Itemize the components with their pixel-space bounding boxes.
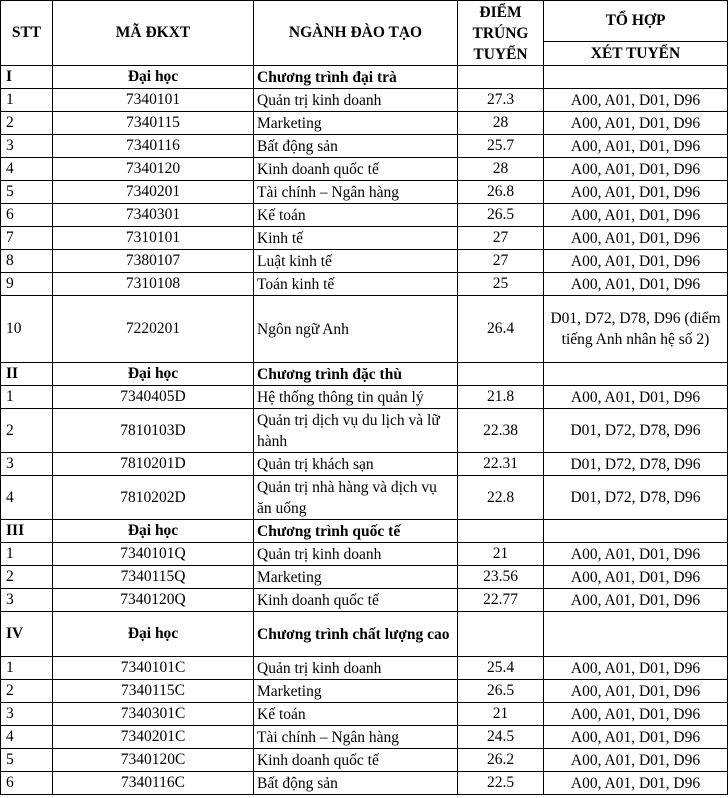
row-stt: 6 xyxy=(1,204,53,227)
section-number: II xyxy=(1,363,53,386)
row-score: 28 xyxy=(458,112,544,135)
table-row xyxy=(1,181,728,204)
row-score: 27.3 xyxy=(458,89,544,112)
section-row xyxy=(1,612,728,657)
empty-cell xyxy=(458,612,544,657)
row-combo: A00, A01, D01, D96 xyxy=(544,749,728,772)
row-code: 7340101 xyxy=(53,89,254,112)
empty-cell xyxy=(458,66,544,89)
header-row xyxy=(1,1,728,42)
section-level: Đại học xyxy=(53,612,254,657)
section-program: Chương trình chất lượng cao xyxy=(254,612,458,657)
row-combo: A00, A01, D01, D96 xyxy=(544,250,728,273)
row-major: Ngôn ngữ Anh xyxy=(254,296,458,363)
row-stt: 8 xyxy=(1,250,53,273)
empty-cell xyxy=(544,612,728,657)
row-combo: A00, A01, D01, D96 xyxy=(544,273,728,296)
row-score: 25.7 xyxy=(458,135,544,158)
row-score: 22.5 xyxy=(458,772,544,795)
row-code: 7340115Q xyxy=(53,566,254,589)
row-stt: 2 xyxy=(1,112,53,135)
row-combo: A00, A01, D01, D96 xyxy=(544,657,728,680)
row-score: 26.4 xyxy=(458,296,544,363)
row-stt: 4 xyxy=(1,158,53,181)
row-code: 7810201D xyxy=(53,453,254,476)
row-score: 26.8 xyxy=(458,181,544,204)
table-row xyxy=(1,476,728,520)
table-row xyxy=(1,135,728,158)
row-score: 22.8 xyxy=(458,476,544,520)
table-row xyxy=(1,543,728,566)
row-stt: 3 xyxy=(1,135,53,158)
row-score: 22.38 xyxy=(458,409,544,453)
table-row xyxy=(1,726,728,749)
row-code: 7380107 xyxy=(53,250,254,273)
row-code: 7340120Q xyxy=(53,589,254,612)
table-body xyxy=(1,66,728,795)
empty-cell xyxy=(458,520,544,543)
row-score: 21.8 xyxy=(458,386,544,409)
row-combo: A00, A01, D01, D96 xyxy=(544,135,728,158)
row-stt: 4 xyxy=(1,726,53,749)
row-score: 21 xyxy=(458,703,544,726)
header-diem: ĐIỂM TRÚNG TUYỂN xyxy=(458,1,544,66)
table-row xyxy=(1,657,728,680)
row-combo: A00, A01, D01, D96 xyxy=(544,181,728,204)
table-row xyxy=(1,749,728,772)
header-nganh: NGÀNH ĐÀO TẠO xyxy=(254,1,458,66)
section-level: Đại học xyxy=(53,520,254,543)
empty-cell xyxy=(458,363,544,386)
row-major: Kinh tế xyxy=(254,227,458,250)
header-tohop-top: TỔ HỢP xyxy=(544,1,728,42)
row-major: Quản trị nhà hàng và dịch vụ ăn uống xyxy=(254,476,458,520)
row-score: 26.2 xyxy=(458,749,544,772)
row-major: Kinh doanh quốc tế xyxy=(254,589,458,612)
row-code: 7340301C xyxy=(53,703,254,726)
row-stt: 3 xyxy=(1,453,53,476)
row-code: 7810202D xyxy=(53,476,254,520)
row-code: 7340120C xyxy=(53,749,254,772)
table-row xyxy=(1,680,728,703)
row-combo: A00, A01, D01, D96 xyxy=(544,112,728,135)
section-row xyxy=(1,520,728,543)
row-code: 7310101 xyxy=(53,227,254,250)
section-program: Chương trình quốc tế xyxy=(254,520,458,543)
row-combo: A00, A01, D01, D96 xyxy=(544,726,728,749)
row-code: 7310108 xyxy=(53,273,254,296)
row-code: 7340101Q xyxy=(53,543,254,566)
row-combo: D01, D72, D78, D96 xyxy=(544,453,728,476)
row-combo: A00, A01, D01, D96 xyxy=(544,772,728,795)
row-major: Quản trị kinh doanh xyxy=(254,657,458,680)
row-combo: A00, A01, D01, D96 xyxy=(544,386,728,409)
row-code: 7340115C xyxy=(53,680,254,703)
table-row xyxy=(1,158,728,181)
row-major: Bất động sản xyxy=(254,772,458,795)
table-row xyxy=(1,703,728,726)
row-major: Luật kinh tế xyxy=(254,250,458,273)
row-score: 24.5 xyxy=(458,726,544,749)
row-stt: 2 xyxy=(1,409,53,453)
row-code: 7340120 xyxy=(53,158,254,181)
row-score: 25 xyxy=(458,273,544,296)
row-stt: 3 xyxy=(1,589,53,612)
row-combo: D01, D72, D78, D96 xyxy=(544,409,728,453)
row-stt: 3 xyxy=(1,703,53,726)
row-stt: 2 xyxy=(1,566,53,589)
row-code: 7340201C xyxy=(53,726,254,749)
row-combo: A00, A01, D01, D96 xyxy=(544,227,728,250)
row-stt: 5 xyxy=(1,749,53,772)
row-major: Bất động sản xyxy=(254,135,458,158)
table-row xyxy=(1,589,728,612)
row-code: 7340115 xyxy=(53,112,254,135)
row-major: Tài chính – Ngân hàng xyxy=(254,726,458,749)
row-code: 7340116C xyxy=(53,772,254,795)
row-major: Hệ thống thông tin quản lý xyxy=(254,386,458,409)
row-stt: 7 xyxy=(1,227,53,250)
row-stt: 1 xyxy=(1,543,53,566)
row-score: 22.31 xyxy=(458,453,544,476)
header-stt: STT xyxy=(1,1,53,66)
row-combo: A00, A01, D01, D96 xyxy=(544,566,728,589)
row-score: 21 xyxy=(458,543,544,566)
row-combo: A00, A01, D01, D96 xyxy=(544,204,728,227)
row-score: 25.4 xyxy=(458,657,544,680)
table-row xyxy=(1,89,728,112)
row-score: 22.77 xyxy=(458,589,544,612)
row-combo: A00, A01, D01, D96 xyxy=(544,703,728,726)
section-program: Chương trình đại trà xyxy=(254,66,458,89)
header-ma-dkxt: MÃ ĐKXT xyxy=(53,1,254,66)
row-stt: 1 xyxy=(1,657,53,680)
row-major: Kế toán xyxy=(254,204,458,227)
table-row xyxy=(1,296,728,363)
section-number: IV xyxy=(1,612,53,657)
row-major: Quản trị khách sạn xyxy=(254,453,458,476)
section-number: I xyxy=(1,66,53,89)
empty-cell xyxy=(544,363,728,386)
section-program: Chương trình đặc thù xyxy=(254,363,458,386)
table-row xyxy=(1,112,728,135)
row-major: Kinh doanh quốc tế xyxy=(254,158,458,181)
row-major: Tài chính – Ngân hàng xyxy=(254,181,458,204)
table-row xyxy=(1,772,728,795)
row-major: Quản trị kinh doanh xyxy=(254,543,458,566)
row-stt: 6 xyxy=(1,772,53,795)
row-code: 7220201 xyxy=(53,296,254,363)
row-combo: A00, A01, D01, D96 xyxy=(544,680,728,703)
row-stt: 1 xyxy=(1,386,53,409)
row-code: 7340201 xyxy=(53,181,254,204)
table-row xyxy=(1,386,728,409)
section-level: Đại học xyxy=(53,66,254,89)
row-combo: A00, A01, D01, D96 xyxy=(544,543,728,566)
table-row xyxy=(1,227,728,250)
row-code: 7340101C xyxy=(53,657,254,680)
row-major: Kinh doanh quốc tế xyxy=(254,749,458,772)
section-number: III xyxy=(1,520,53,543)
row-major: Kế toán xyxy=(254,703,458,726)
row-score: 27 xyxy=(458,227,544,250)
row-score: 27 xyxy=(458,250,544,273)
row-major: Quản trị kinh doanh xyxy=(254,89,458,112)
row-code: 7340405D xyxy=(53,386,254,409)
table-row xyxy=(1,273,728,296)
row-combo: D01, D72, D78, D96 xyxy=(544,476,728,520)
row-score: 26.5 xyxy=(458,204,544,227)
empty-cell xyxy=(544,520,728,543)
row-major: Marketing xyxy=(254,566,458,589)
table-row xyxy=(1,250,728,273)
table-row xyxy=(1,453,728,476)
row-stt: 9 xyxy=(1,273,53,296)
header-tohop-bottom: XÉT TUYỂN xyxy=(544,42,728,66)
row-score: 28 xyxy=(458,158,544,181)
row-major: Toán kinh tế xyxy=(254,273,458,296)
row-combo: A00, A01, D01, D96 xyxy=(544,89,728,112)
table-row xyxy=(1,204,728,227)
row-combo: A00, A01, D01, D96 xyxy=(544,158,728,181)
row-combo: D01, D72, D78, D96 (điểm tiếng Anh nhân hệ số 2) xyxy=(544,296,728,363)
row-major: Quản trị dịch vụ du lịch và lữ hành xyxy=(254,409,458,453)
row-code: 7340116 xyxy=(53,135,254,158)
row-stt: 10 xyxy=(1,296,53,363)
row-code: 7810103D xyxy=(53,409,254,453)
empty-cell xyxy=(544,66,728,89)
row-stt: 2 xyxy=(1,680,53,703)
row-stt: 5 xyxy=(1,181,53,204)
table-row xyxy=(1,566,728,589)
row-score: 26.5 xyxy=(458,680,544,703)
row-code: 7340301 xyxy=(53,204,254,227)
section-row xyxy=(1,363,728,386)
row-stt: 1 xyxy=(1,89,53,112)
row-score: 23.56 xyxy=(458,566,544,589)
table-row xyxy=(1,409,728,453)
row-combo: A00, A01, D01, D96 xyxy=(544,589,728,612)
section-row xyxy=(1,66,728,89)
row-major: Marketing xyxy=(254,112,458,135)
section-level: Đại học xyxy=(53,363,254,386)
row-major: Marketing xyxy=(254,680,458,703)
row-stt: 4 xyxy=(1,476,53,520)
